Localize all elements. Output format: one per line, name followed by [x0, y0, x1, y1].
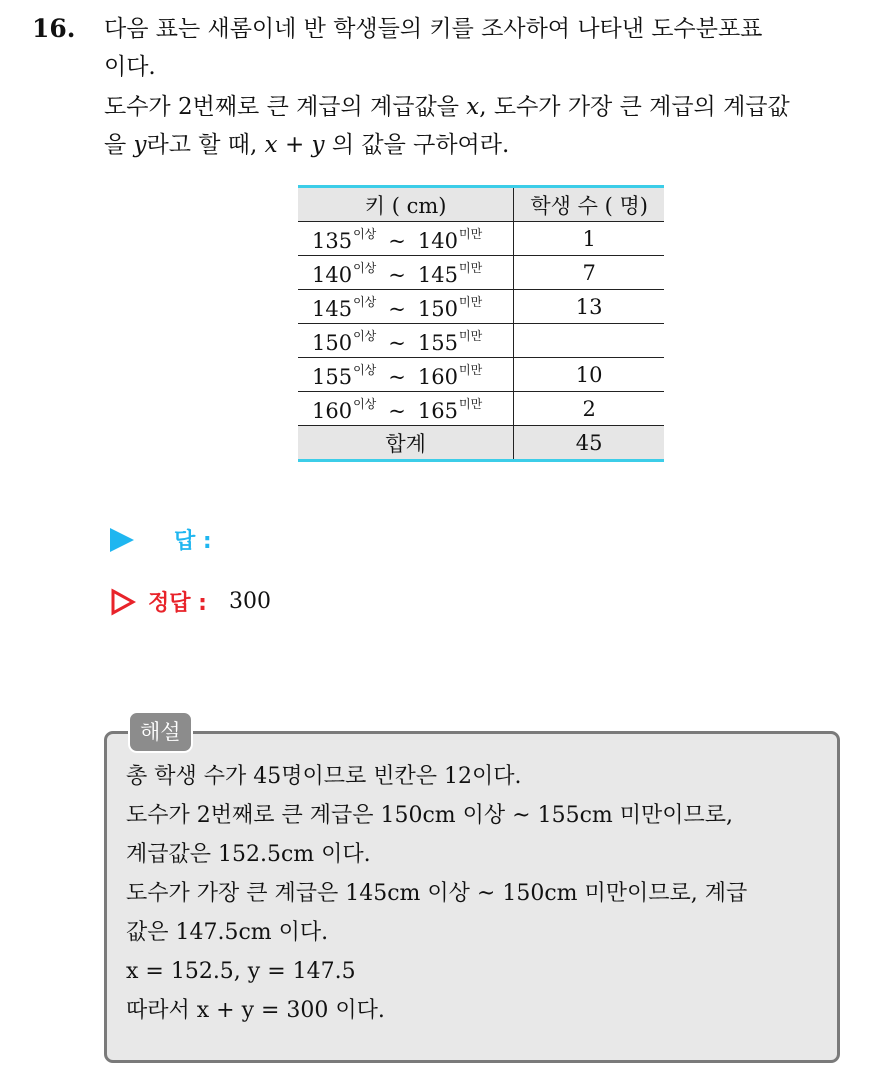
solution-tab: 해설	[128, 711, 193, 753]
solution-line: 값은 147.5cm 이다.	[126, 920, 329, 945]
solution-line: 계급값은 152.5cm 이다.	[126, 842, 371, 867]
class-count: 2	[514, 392, 664, 426]
solution-line: 도수가 2번째로 큰 계급은 150cm 이상 ~ 155cm 미만이므로,	[126, 803, 734, 828]
table-body	[298, 222, 664, 461]
range-high-tag: 미만	[458, 260, 483, 275]
range-low-tag: 이상	[353, 260, 377, 275]
range-low-tag: 이상	[353, 226, 377, 241]
header-height: 키 ( cm)	[298, 187, 514, 222]
class-range	[298, 324, 514, 358]
range-tilde: ~	[388, 364, 406, 389]
variable-x: x	[466, 94, 480, 120]
question-line: 이다.	[104, 54, 156, 80]
range-high: 155	[417, 330, 458, 355]
range-tilde: ~	[388, 228, 406, 253]
range-low-tag: 이상	[353, 362, 377, 377]
solution-line: 총 학생 수가 45명이므로 빈칸은 12이다.	[126, 764, 522, 789]
class-count: 1	[514, 222, 664, 256]
range-low: 140	[312, 262, 353, 287]
play-triangle-icon	[110, 528, 134, 552]
range-high-tag: 미만	[458, 294, 483, 309]
range-high-tag: 미만	[458, 362, 483, 377]
solution-line: 도수가 가장 큰 계급은 145cm 이상 ~ 150cm 미만이므로, 계급	[126, 881, 748, 906]
class-range	[298, 290, 514, 324]
table-row	[298, 324, 664, 358]
question-line	[104, 130, 874, 168]
question-text	[104, 14, 874, 168]
solution-body	[126, 762, 832, 1035]
total-value: 45	[514, 426, 664, 461]
header-student-count: 학생 수 ( 명)	[514, 187, 664, 222]
range-high-tag: 미만	[458, 328, 483, 343]
question-line	[104, 92, 874, 130]
solution-line: x = 152.5, y = 147.5	[126, 959, 356, 984]
class-count	[514, 324, 664, 358]
range-tilde: ~	[388, 296, 406, 321]
question-text-segment: , 도수가 가장 큰 계급의 계급값	[479, 94, 790, 120]
class-count: 13	[514, 290, 664, 324]
question-line: 다음 표는 새롬이네 반 학생들의 키를 조사하여 나타낸 도수분포표	[104, 16, 763, 42]
range-low: 160	[312, 398, 353, 423]
range-high: 165	[417, 398, 458, 423]
range-low-tag: 이상	[353, 328, 377, 343]
question-text-segment: 도수가 2번째로 큰 계급의 계급값을	[104, 94, 467, 120]
table-row	[298, 256, 664, 290]
class-count: 7	[514, 256, 664, 290]
class-range	[298, 256, 514, 290]
total-label: 합계	[298, 426, 514, 461]
class-count: 10	[514, 358, 664, 392]
variable-y: y	[133, 132, 147, 158]
range-high: 140	[417, 228, 458, 253]
table-row	[298, 222, 664, 256]
range-high-tag: 미만	[458, 396, 483, 411]
range-tilde: ~	[388, 398, 406, 423]
table-total-row	[298, 426, 664, 461]
question-number: 16.	[32, 14, 76, 43]
solution-line: 따라서 x + y = 300 이다.	[126, 998, 385, 1023]
correct-answer-value: 300	[228, 589, 271, 614]
question-text-segment: 의 값을 구하여라.	[324, 132, 510, 158]
correct-answer-label: 정답 :	[148, 591, 207, 616]
class-range	[298, 358, 514, 392]
answer-label: 답 :	[174, 529, 212, 554]
range-low: 150	[312, 330, 353, 355]
question-text-segment: 을	[104, 132, 134, 158]
range-high: 160	[417, 364, 458, 389]
answer-row	[110, 524, 212, 555]
range-low-tag: 이상	[353, 396, 377, 411]
range-low: 155	[312, 364, 353, 389]
table-row	[298, 290, 664, 324]
class-range	[298, 222, 514, 256]
range-low-tag: 이상	[353, 294, 377, 309]
expression-x-plus-y: x + y	[264, 132, 325, 158]
range-tilde: ~	[388, 262, 406, 287]
outline-triangle-icon	[110, 588, 136, 616]
range-low: 135	[312, 228, 353, 253]
range-tilde: ~	[388, 330, 406, 355]
table-row	[298, 358, 664, 392]
question-text-segment: 라고 할 때,	[146, 132, 265, 158]
frequency-table	[298, 185, 664, 462]
range-high: 150	[417, 296, 458, 321]
table-row	[298, 392, 664, 426]
class-range	[298, 392, 514, 426]
correct-answer-row	[110, 586, 271, 617]
range-high-tag: 미만	[458, 226, 483, 241]
range-low: 145	[312, 296, 353, 321]
range-high: 145	[417, 262, 458, 287]
table-header-row	[298, 187, 664, 222]
